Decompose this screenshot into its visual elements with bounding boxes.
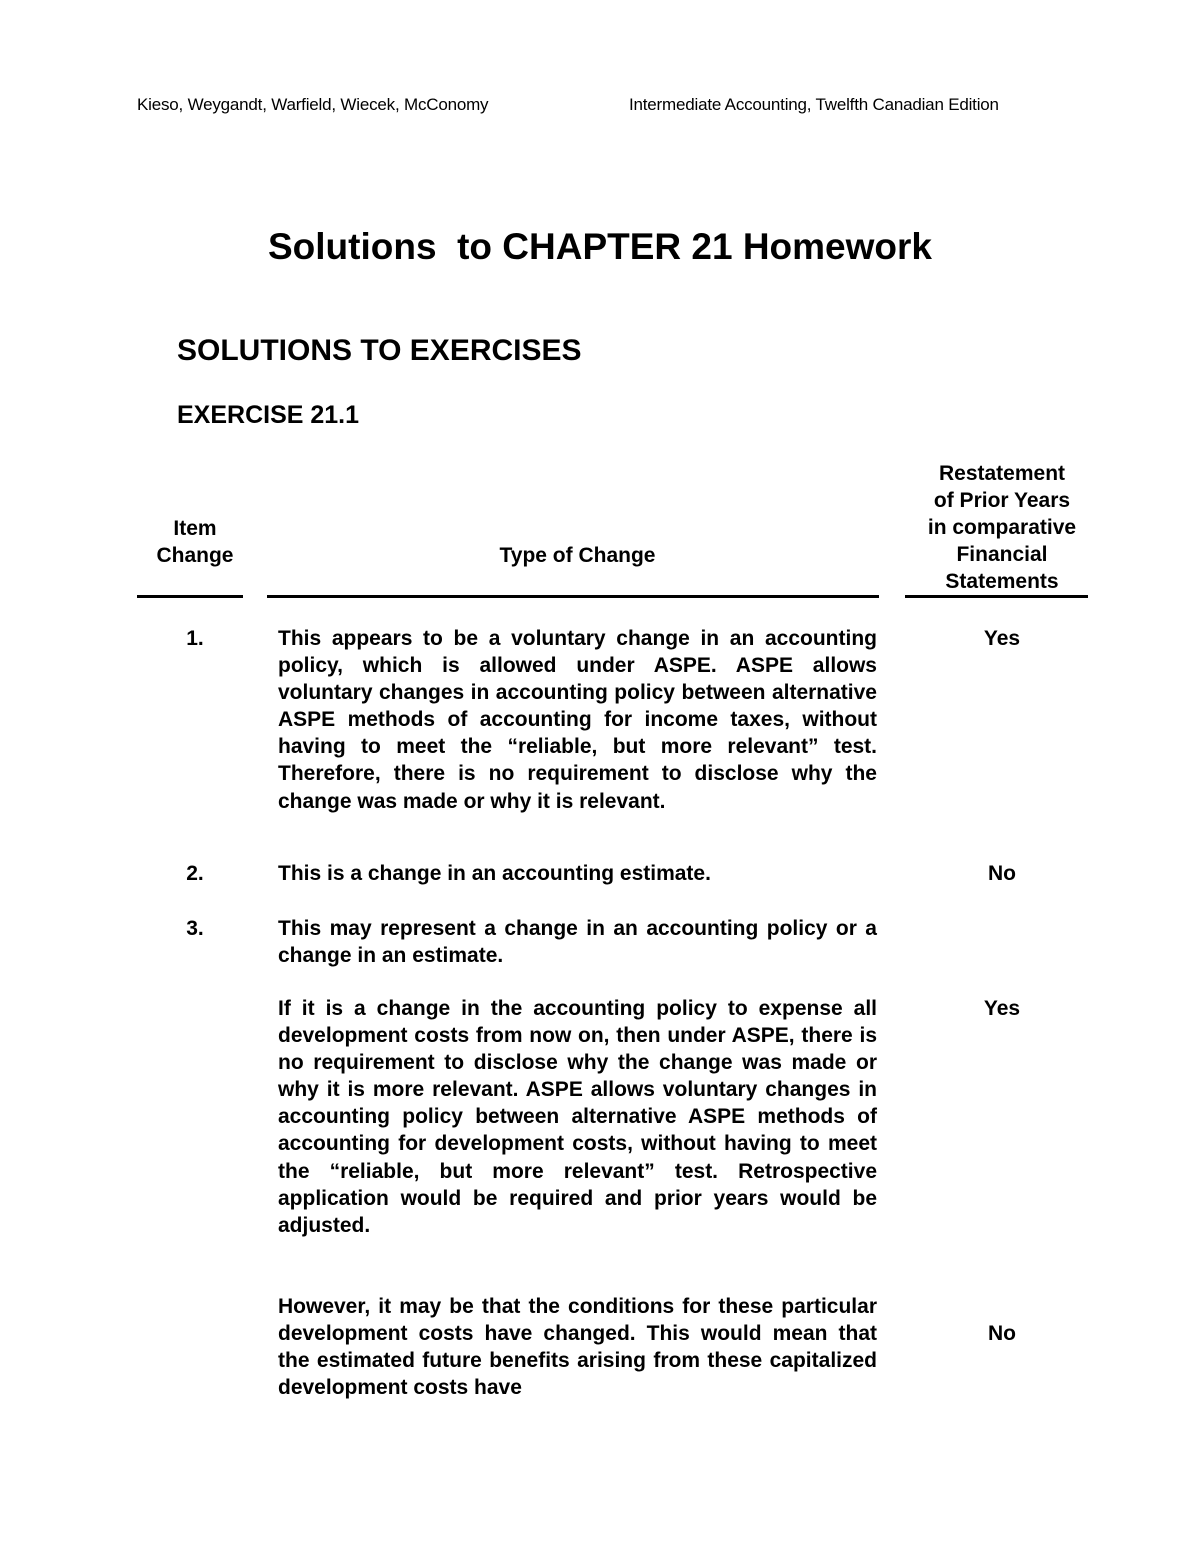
row-3-item-number: 3. <box>186 917 204 940</box>
row-3-description: This may represent a change in an accounting policy or a change in an estimate. <box>278 917 877 968</box>
row-3-estimate-paragraph: However, it may be that the conditions for these particular development costs have changed. This would mean that the estimated future benefits arising from these capitalized development costs have <box>278 1295 877 1400</box>
row-1-description: This appears to be a voluntary change in an accounting policy, which is allowed under ASPE. ASPE allows voluntary changes in accounting policy between alternative ASPE methods of accounting for income taxes, without having to meet the “reliable, but more relevant” test. Therefore, there is no requirement to disclose why the change was made or why it is relevant. <box>278 627 877 813</box>
row-2-restatement: No <box>988 862 1016 885</box>
column-header-restatement: Restatement of Prior Years in comparative Financial Statements <box>927 462 1077 593</box>
header-book-title: Intermediate Accounting, Twelfth Canadian Edition <box>629 95 999 114</box>
page-title: Solutions to CHAPTER 21 Homework <box>267 226 932 267</box>
row-3-policy-paragraph: If it is a change in the accounting policy to expense all development costs from now on, then under ASPE, there is no requirement to disclose why the change was made or why it is more relevant. ASPE allows voluntary changes in accounting policy between alternative ASPE methods of accounting for development costs, without having to meet the “reliable, but more relevant” test. Retrospective application would be required and prior years would be adjusted. <box>278 997 877 1237</box>
header-authors: Kieso, Weygandt, Warfield, Wiecek, McConomy <box>137 95 489 114</box>
exercise-heading: EXERCISE 21.1 <box>177 401 360 429</box>
row-1-restatement: Yes <box>983 627 1021 650</box>
column-header-item-change: Item Change <box>156 517 234 567</box>
row-1-item-number: 1. <box>186 627 204 650</box>
column-header-type-of-change: Type of Change <box>499 544 656 567</box>
column-rule-restatement <box>905 595 1088 598</box>
row-2-description: This is a change in an accounting estimate. <box>278 862 711 885</box>
section-heading: SOLUTIONS TO EXERCISES <box>177 334 582 367</box>
row-3-estimate-restatement: No <box>988 1322 1016 1345</box>
column-rule-item <box>137 595 243 598</box>
row-2-item-number: 2. <box>186 862 204 885</box>
row-3-policy-restatement: Yes <box>983 997 1021 1020</box>
column-rule-type <box>267 595 879 598</box>
